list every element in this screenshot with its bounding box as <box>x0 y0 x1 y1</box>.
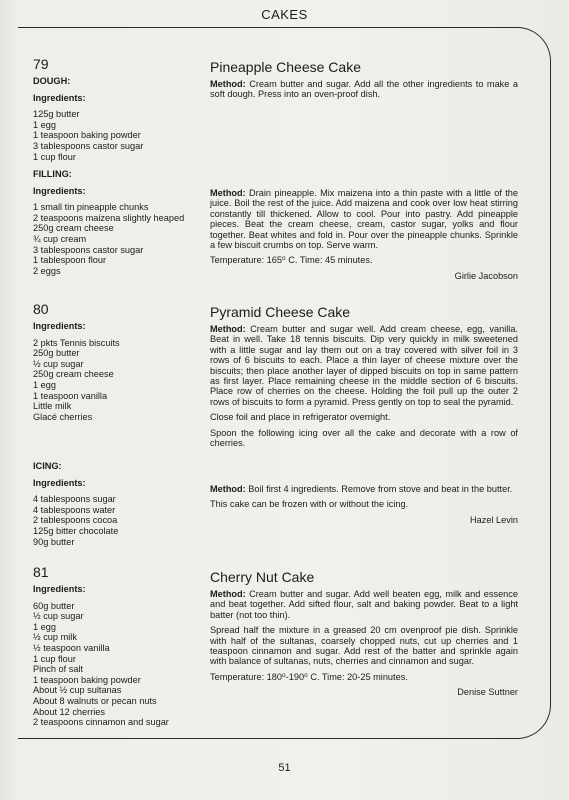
recipe-81-method <box>210 569 518 698</box>
method-text: Cream butter and sugar. Add well beaten egg, milk and essence and beat together. Add sifted flour, salt and baking powder. Beat to a light batter (not too thin). <box>210 589 518 620</box>
method-text: Boil first 4 ingredients. Remove from stove and beat in the butter. <box>245 484 513 494</box>
list-item: 1 teaspoon baking powder <box>33 674 141 685</box>
filling-method <box>210 188 518 250</box>
dough-method <box>210 79 518 100</box>
list-item: 1 egg <box>33 379 56 390</box>
temperature-text: Temperature: 165⁰ C. Time: 45 minutes. <box>210 255 373 266</box>
list-item: 2 eggs <box>33 265 61 276</box>
list-item: 250g cream cheese <box>33 223 114 234</box>
list-item: 1 cup flour <box>33 151 76 162</box>
ingredients-label: Ingredients: <box>33 477 86 488</box>
dough-ingredient-list <box>33 109 203 162</box>
recipe-number: 80 <box>33 301 49 317</box>
list-item: About 12 cherries <box>33 706 106 717</box>
page-header: CAKES <box>261 7 308 22</box>
author-name: Denise Suttner <box>457 687 518 698</box>
temperature-text: Temperature: 180⁰-190⁰ C. Time: 20-25 minutes. <box>210 671 408 682</box>
list-item: ½ cup milk <box>33 632 77 643</box>
list-item: 3 tablespoons castor sugar <box>33 244 144 255</box>
icing-ingredient-list <box>33 494 203 547</box>
filling-ingredient-list <box>33 202 203 276</box>
list-item: 1 cup flour <box>33 653 76 664</box>
method-label: Method: <box>210 589 246 599</box>
method-paragraph <box>210 589 518 620</box>
list-item: 250g butter <box>33 348 80 359</box>
ingredients-label: Ingredients: <box>33 584 86 594</box>
list-item: 60g butter <box>33 600 75 611</box>
spread-text: Spread half the mixture in a greased 20 cm ovenproof pie dish. Sprinkle with half of the sultanas, coarsely chopped nuts, cut up cherries and 1 teaspoon cinnamon and sugar. Add rest of the batter and sprinkle again with balance of sultanas, nuts, cherries and cinnamon and sugar. <box>210 625 518 667</box>
list-item: 2 teaspoons cinnamon and sugar <box>33 717 169 728</box>
dough-label: DOUGH: <box>33 76 71 86</box>
ingredient-list <box>33 338 203 423</box>
list-item: Pinch of salt <box>33 664 84 675</box>
list-item: 3 tablespoons castor sugar <box>33 140 144 151</box>
recipe-80-icing <box>33 461 203 547</box>
recipe-title: Pyramid Cheese Cake <box>210 304 351 320</box>
list-item: 4 tablespoons water <box>33 504 116 515</box>
list-item: 2 pkts Tennis biscuits <box>33 337 120 348</box>
recipe-80-icing-method <box>210 484 518 525</box>
recipe-80-ingredients <box>33 301 203 422</box>
method-text: Drain pineapple. Mix maizena into a thin paste with a little of the juice. Boil the rest of the juice. Add maizena and cook over low heat stirring constantly till thickened. Allow to cool. Pour into pastry. Add pineapple pieces. Beat the cream cheese, cream, castor sugar, yolks and flour together. Beat whites and fold in. Pour over the pineapple chunks. Sprinkle a few biscuit crumbs on top. Serve warm. <box>210 188 518 251</box>
recipe-number: 79 <box>33 56 49 72</box>
list-item: 1 teaspoon baking powder <box>33 130 141 141</box>
list-item: ½ teaspoon vanilla <box>33 642 110 653</box>
recipe-title: Pineapple Cheese Cake <box>210 59 361 75</box>
frozen-note: This cake can be frozen with or without the icing. <box>210 499 409 510</box>
method-label: Method: <box>210 188 246 198</box>
list-item: 125g butter <box>33 109 80 120</box>
list-item: ¾ cup cream <box>33 233 87 244</box>
method-label: Method: <box>210 324 246 334</box>
method-label: Method: <box>210 79 246 89</box>
method-text: Cream butter and sugar well. Add cream cheese, egg, vanilla. Beat in well. Take 18 tennis biscuits. Dip very quickly in milk sweetened with a little sugar and lay them out on a tray covered with silver foil in 3 rows of 6 biscuits to each. Place a thin layer of cheese mixture over the biscuits; then place another layer of dipped biscuits on top in same pattern as first layer. Place remaining cheese in the middle section of 6 biscuits. Place row of cherries on the cheese. Holding the foil pull up the outer 2 rows of biscuits to form a pyramid. Press gently on top to seal the pyramid. <box>210 324 518 407</box>
list-item: 90g butter <box>33 536 75 547</box>
close-foil-text: Close foil and place in refrigerator overnight. <box>210 412 391 423</box>
icing-method <box>210 484 518 494</box>
list-item: About ½ cup sultanas <box>33 685 122 696</box>
recipe-number: 81 <box>33 564 49 580</box>
list-item: 2 teaspoons maizena slightly heaped <box>33 212 185 223</box>
list-item: 1 egg <box>33 621 56 632</box>
list-item: 125g bitter chocolate <box>33 525 119 536</box>
recipe-79-filling <box>33 169 203 276</box>
list-item: 2 tablespoons cocoa <box>33 515 118 526</box>
recipe-79-ingredients <box>33 56 203 162</box>
list-item: ½ cup sugar <box>33 358 84 369</box>
author-name: Girlie Jacobson <box>454 270 518 281</box>
list-item: 4 tablespoons sugar <box>33 494 116 505</box>
ingredients-label: Ingredients: <box>33 321 86 331</box>
list-item: 1 teaspoon vanilla <box>33 390 108 401</box>
ingredients-label: Ingredients: <box>33 92 86 103</box>
recipe-79-filling-method <box>210 188 518 281</box>
list-item: 250g cream cheese <box>33 369 114 380</box>
method-paragraph <box>210 324 518 407</box>
list-item: Little milk <box>33 401 72 412</box>
spoon-icing-text: Spoon the following icing over all the cake and decorate with a row of cherries. <box>210 427 518 449</box>
author-name: Hazel Levin <box>469 514 518 525</box>
recipe-79-method <box>210 59 518 105</box>
recipe-title: Cherry Nut Cake <box>210 569 315 585</box>
list-item: 1 egg <box>33 119 56 130</box>
ingredient-list <box>33 601 203 728</box>
list-item: Glacé cherries <box>33 411 93 422</box>
list-item: ½ cup sugar <box>33 611 84 622</box>
recipe-81-ingredients <box>33 564 203 728</box>
recipe-80-method <box>210 304 518 453</box>
filling-label: FILLING: <box>33 169 72 179</box>
method-text: Cream butter and sugar. Add all the other ingredients to make a soft dough. Press into an oven-proof dish. <box>210 79 518 100</box>
list-item: 1 small tin pineapple chunks <box>33 202 149 213</box>
list-item: About 8 walnuts or pecan nuts <box>33 695 157 706</box>
icing-label: ICING: <box>33 461 62 471</box>
page-number: 51 <box>278 762 291 774</box>
ingredients-label: Ingredients: <box>33 185 86 196</box>
list-item: 1 tablespoon flour <box>33 255 107 266</box>
method-label: Method: <box>210 484 246 494</box>
